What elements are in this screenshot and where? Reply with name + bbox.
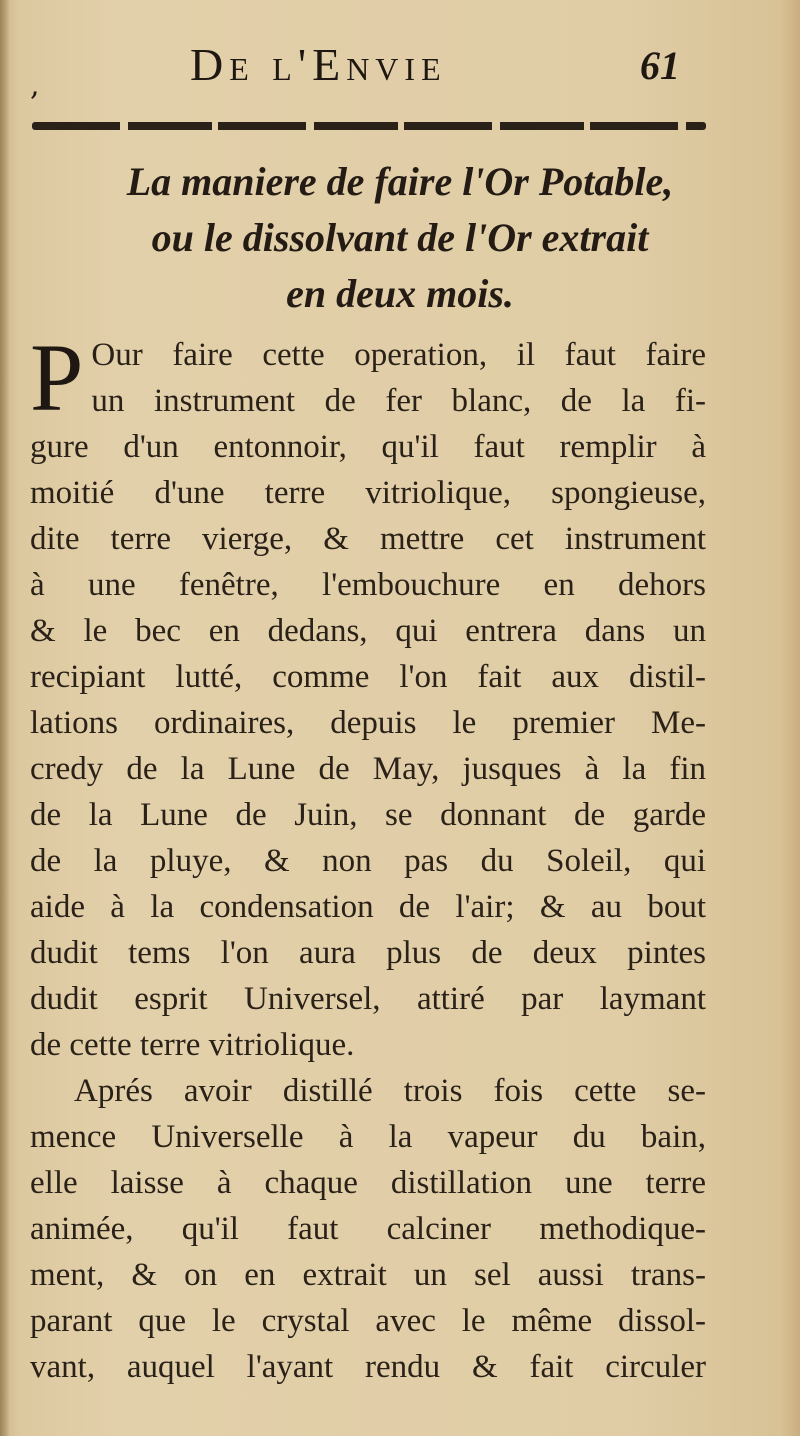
- text-line: de cette terre vitriolique.: [30, 1027, 355, 1063]
- text-line: parant que le crystal avec le même dissol-: [30, 1303, 706, 1339]
- title-line: ou le dissolvant de l'Or extrait: [151, 215, 649, 260]
- title-line: La maniere de faire l'Or Potable,: [126, 159, 674, 204]
- running-head-mark: ,: [30, 68, 40, 103]
- text-line: mence Universelle à la vapeur du bain,: [30, 1119, 706, 1155]
- text-line: dudit esprit Universel, attiré par laymant: [30, 981, 706, 1017]
- page-number: 61: [640, 43, 680, 88]
- text-line: Our faire cette operation, il faut faire: [91, 337, 706, 373]
- text-line: credy de la Lune de May, jusques à la fin: [30, 751, 706, 787]
- body-text: [30, 324, 706, 1390]
- running-head: [0, 38, 800, 108]
- text-line: animée, qu'il faut calciner methodique-: [30, 1211, 706, 1247]
- text-line: de la Lune de Juin, se donnant de garde: [30, 797, 706, 833]
- text-line: moitié d'une terre vitriolique, spongieuse,: [30, 475, 706, 511]
- text-line: dudit tems l'on aura plus de deux pintes: [30, 935, 706, 971]
- text-line: dite terre vierge, & mettre cet instrument: [30, 521, 706, 557]
- text-line: à une fenêtre, l'embouchure en dehors: [30, 567, 706, 603]
- title-line: en deux mois.: [286, 271, 514, 316]
- text-line: Aprés avoir distillé trois fois cette se-: [74, 1073, 706, 1109]
- text-line: de la pluye, & non pas du Soleil, qui: [30, 843, 706, 879]
- text-line: un instrument de fer blanc, de la fi-: [91, 383, 706, 419]
- text-line: aide à la condensation de l'air; & au bout: [30, 889, 706, 925]
- text-line: gure d'un entonnoir, qu'il faut remplir à: [30, 429, 706, 465]
- text-line: lations ordinaires, depuis le premier Me-: [30, 705, 706, 741]
- text-line: ment, & on en extrait un sel aussi trans-: [30, 1257, 706, 1293]
- text-line: & le bec en dedans, qui entrera dans un: [30, 613, 706, 649]
- running-head-title: De l'Envie: [190, 39, 447, 90]
- text-line: vant, auquel l'ayant rendu & fait circuler: [30, 1349, 706, 1385]
- chapter-title: [0, 154, 800, 322]
- text-line: elle laisse à chaque distillation une terre: [30, 1165, 706, 1201]
- ornamental-rule: [32, 122, 706, 130]
- text-line: recipiant lutté, comme l'on fait aux distil-: [30, 659, 706, 695]
- drop-cap: P: [30, 324, 84, 431]
